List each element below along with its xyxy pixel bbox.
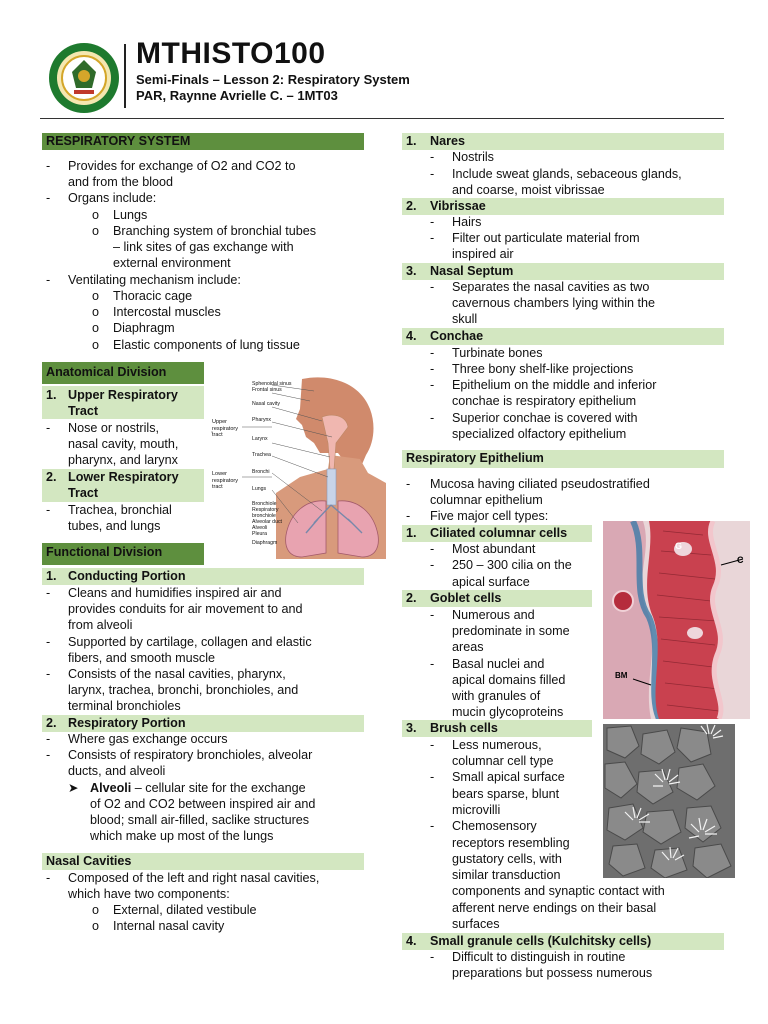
number-label: 4.: [406, 934, 417, 948]
text-line: conchae is respiratory epithelium: [452, 394, 637, 408]
dash: -: [46, 732, 51, 746]
dash: -: [430, 950, 435, 964]
section-heading-nasal-cavities: Nasal Cavities: [42, 853, 364, 870]
text-line: Turbinate bones: [452, 346, 543, 360]
text-line: bears sparse, blunt: [452, 787, 560, 801]
dash: -: [430, 378, 435, 392]
subheading-text: Upper Respiratory: [68, 388, 178, 402]
dash: -: [46, 748, 51, 762]
section-heading-respiratory-system: RESPIRATORY SYSTEM: [42, 133, 364, 150]
course-title: MTHISTO100: [136, 37, 326, 70]
text-line: Hairs: [452, 215, 482, 229]
text-line: microvilli: [452, 803, 501, 817]
sub-bullet: o: [92, 919, 100, 933]
subheading-text: Tract: [68, 404, 99, 418]
dash: -: [46, 273, 51, 287]
text-line: tubes, and lungs: [68, 519, 161, 533]
text-line: Mucosa having ciliated pseudostratified: [430, 477, 650, 491]
subheading-text: Respiratory Portion: [68, 716, 186, 730]
text-line: larynx, trachea, bronchi, bronchioles, and: [68, 683, 299, 697]
text-line: Basal nuclei and: [452, 657, 545, 671]
dash: -: [430, 657, 435, 671]
number-label: 1.: [46, 569, 57, 583]
text-line: Trachea, bronchial: [68, 503, 172, 517]
text-line: Filter out particulate material from: [452, 231, 640, 245]
number-label: 3.: [406, 721, 417, 735]
text-line: Separates the nasal cavities as two: [452, 280, 650, 294]
text-line: similar transduction: [452, 868, 561, 882]
text-line: Nose or nostrils,: [68, 421, 159, 435]
dash: -: [430, 346, 435, 360]
text-line: Branching system of bronchial tubes: [113, 224, 317, 238]
text-line: and from the blood: [68, 175, 174, 189]
text-line: Composed of the left and right nasal cavities,: [68, 871, 320, 885]
dash: -: [430, 819, 435, 833]
text-line: Lungs: [113, 208, 148, 222]
text-line: fibers, and smooth muscle: [68, 651, 215, 665]
text-line: Provides for exchange of O2 and CO2 to: [68, 159, 296, 173]
text-line: predominate in some: [452, 624, 570, 638]
text-line: Thoracic cage: [113, 289, 193, 303]
text-line: which make up most of the lungs: [90, 829, 274, 843]
text-line: surfaces: [452, 917, 500, 931]
text-line: Consists of respiratory bronchioles, alveolar: [68, 748, 313, 762]
arrow-bullet: ➤: [68, 781, 79, 795]
subheading-text: Conducting Portion: [68, 569, 186, 583]
text-line: Where gas exchange occurs: [68, 732, 228, 746]
respiratory-tract-diagram: [210, 373, 386, 559]
dash: -: [46, 586, 51, 600]
subheading-text: Lower Respiratory: [68, 470, 179, 484]
ciliated-epithelium-micrograph: [603, 521, 750, 719]
text-line: ducts, and alveoli: [68, 764, 166, 778]
number-label: 2.: [46, 716, 57, 730]
text-line: terminal bronchioles: [68, 699, 181, 713]
subheading-text: Nares: [430, 134, 466, 148]
dash: -: [430, 542, 435, 556]
text-line: mucin glycoproteins: [452, 705, 564, 719]
subheading-text: Conchae: [430, 329, 484, 343]
dash: -: [46, 871, 51, 885]
sub-bullet: o: [92, 224, 100, 238]
dash: -: [406, 477, 411, 491]
text-line: Elastic components of lung tissue: [113, 338, 300, 352]
subheading-text: Ciliated columnar cells: [430, 526, 568, 540]
text-line: receptors resembling: [452, 836, 570, 850]
sub-bullet: o: [92, 305, 100, 319]
dash: -: [430, 738, 435, 752]
text-line: of O2 and CO2 between inspired air and: [90, 797, 316, 811]
text-line: Difficult to distinguish in routine: [452, 950, 626, 964]
text-line: Organs include:: [68, 191, 157, 205]
text-line: External, dilated vestibule: [113, 903, 257, 917]
text-line: preparations but possess numerous: [452, 966, 653, 980]
university-seal-logo: [48, 42, 120, 114]
text-line: areas: [452, 640, 484, 654]
text-line: with granules of: [452, 689, 541, 703]
text-line: Cleans and humidifies inspired air and: [68, 586, 282, 600]
subheading-text: Nasal Septum: [430, 264, 514, 278]
subheading-text: Brush cells: [430, 721, 498, 735]
sub-bullet: o: [92, 903, 100, 917]
text-line: Include sweat glands, sebaceous glands,: [452, 167, 682, 181]
dash: -: [430, 608, 435, 622]
text-line: Five major cell types:: [430, 509, 549, 523]
text-line: columnar cell type: [452, 754, 554, 768]
diagram-label-lower-tract: Lower respiratory tract: [212, 471, 238, 490]
text-line: apical surface: [452, 575, 530, 589]
text-line: nasal cavity, mouth,: [68, 437, 179, 451]
number-label: 1.: [46, 388, 57, 402]
text-line: external environment: [113, 256, 231, 270]
dash: -: [46, 191, 51, 205]
number-label: 2.: [406, 591, 417, 605]
text-line: Small apical surface: [452, 770, 565, 784]
text-line: Superior conchae is covered with: [452, 411, 638, 425]
number-label: 1.: [406, 134, 417, 148]
text-line: Internal nasal cavity: [113, 919, 225, 933]
dash: -: [46, 159, 51, 173]
dash: -: [430, 411, 435, 425]
dash: -: [430, 167, 435, 181]
dash: -: [406, 509, 411, 523]
subheading-text: Goblet cells: [430, 591, 502, 605]
dash: -: [430, 280, 435, 294]
text-line: pharynx, and larynx: [68, 453, 178, 467]
number-label: 3.: [406, 264, 417, 278]
dash: -: [430, 770, 435, 784]
text-line: – link sites of gas exchange with: [113, 240, 294, 254]
text-line: components and synaptic contact with: [452, 884, 665, 898]
text-line: afferent nerve endings on their basal: [452, 901, 657, 915]
text-line-alveoli: Alveoli – cellular site for the exchange: [90, 781, 306, 795]
number-label: 2.: [406, 199, 417, 213]
sub-bullet: o: [92, 208, 100, 222]
text-line: provides conduits for air movement to and: [68, 602, 303, 616]
dash: -: [430, 150, 435, 164]
subheading-text: Tract: [68, 486, 99, 500]
text-line: apical domains filled: [452, 673, 566, 687]
text-line: gustatory cells, with: [452, 852, 562, 866]
author-line: PAR, Raynne Avrielle C. – 1MT03: [136, 88, 338, 103]
text-line: which have two components:: [68, 887, 230, 901]
section-heading-respiratory-epithelium: Respiratory Epithelium: [402, 450, 724, 468]
diagram-label-upper-tract: Upper respiratory tract: [212, 419, 238, 438]
diagram-label-column: Sphenoidal sinus Frontal sinus Nasal cavity Pharynx Larynx Trachea Bronchi Lungs Bronchiole Respiratory bronchiole Alveolar duct Alveoli Pleura Diaphragm: [252, 381, 292, 546]
lesson-subtitle: Semi-Finals – Lesson 2: Respiratory System: [136, 72, 410, 87]
brush-cells-sem-micrograph: [603, 724, 735, 878]
dash: -: [46, 421, 51, 435]
subheading-text: Vibrissae: [430, 199, 486, 213]
section-heading-functional-division: Functional Division: [42, 543, 204, 565]
text-line: blood; small air-filled, saclike structures: [90, 813, 310, 827]
micrograph-label-bm: BM: [615, 671, 628, 680]
text-line: cavernous chambers lying within the: [452, 296, 656, 310]
text-line: Numerous and: [452, 608, 535, 622]
sub-bullet: o: [92, 338, 100, 352]
dash: -: [46, 503, 51, 517]
number-label: 2.: [46, 470, 57, 484]
text-line: Ventilating mechanism include:: [68, 273, 241, 287]
subheading-text: Small granule cells (Kulchitsky cells): [430, 934, 652, 948]
header-rule: [40, 118, 724, 119]
text-line: inspired air: [452, 247, 514, 261]
dash: -: [430, 362, 435, 376]
dash: -: [430, 215, 435, 229]
text-line: Intercostal muscles: [113, 305, 221, 319]
micrograph-label-c: C: [737, 555, 744, 565]
section-heading-anatomical-division: Anatomical Division: [42, 362, 204, 384]
text-line: Epithelium on the middle and inferior: [452, 378, 657, 392]
sub-bullet: o: [92, 321, 100, 335]
text-line: Diaphragm: [113, 321, 175, 335]
text-line: 250 – 300 cilia on the: [452, 558, 572, 572]
text-line: Chemosensory: [452, 819, 537, 833]
text-line: Three bony shelf-like projections: [452, 362, 634, 376]
header-divider: [124, 44, 126, 108]
text-line: from alveoli: [68, 618, 133, 632]
number-label: 1.: [406, 526, 417, 540]
text-line: Less numerous,: [452, 738, 542, 752]
text-line: skull: [452, 312, 478, 326]
dash: -: [46, 667, 51, 681]
text-line: columnar epithelium: [430, 493, 543, 507]
text-line: Consists of the nasal cavities, pharynx,: [68, 667, 286, 681]
dash: -: [430, 231, 435, 245]
dash: -: [430, 558, 435, 572]
sub-bullet: o: [92, 289, 100, 303]
dash: -: [46, 635, 51, 649]
text-line: and coarse, moist vibrissae: [452, 183, 605, 197]
text-line: Most abundant: [452, 542, 536, 556]
micrograph-label-g: G: [675, 541, 683, 551]
text-line: specialized olfactory epithelium: [452, 427, 627, 441]
number-label: 4.: [406, 329, 417, 343]
text-line: Nostrils: [452, 150, 494, 164]
text-line: Supported by cartilage, collagen and elastic: [68, 635, 312, 649]
